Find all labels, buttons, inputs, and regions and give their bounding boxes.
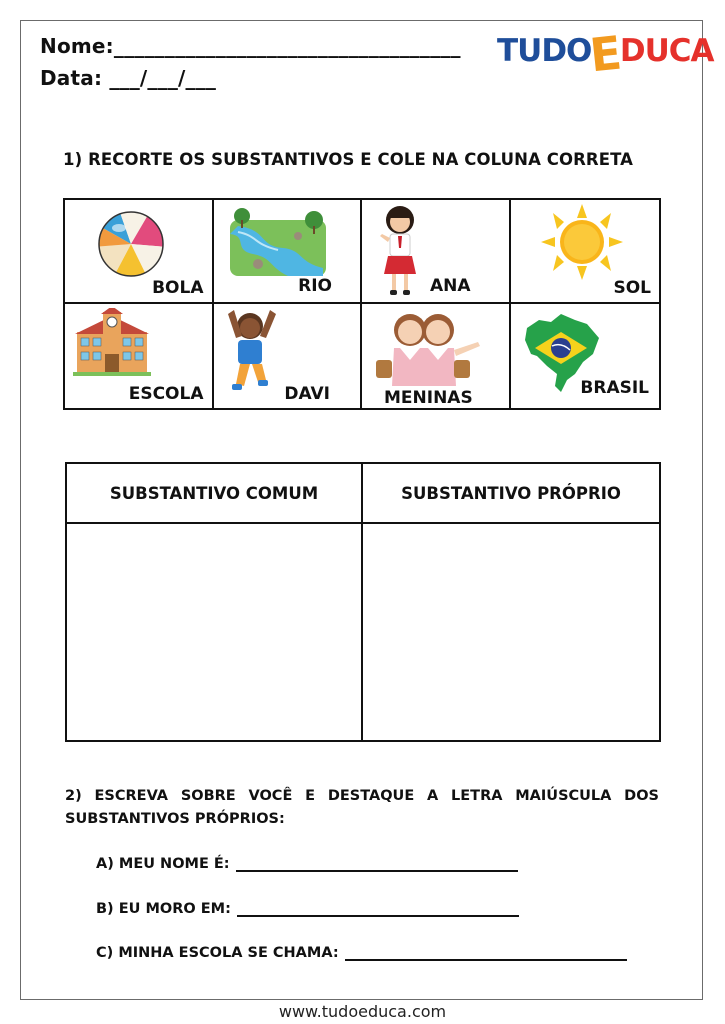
name-field-label: Nome:__________________________________ xyxy=(40,34,461,58)
question-2-title: 2) ESCREVA SOBRE VOCÊ E DESTAQUE A LETRA MAIÚSCULA DOS SUBSTANTIVOS PRÓPRIOS: xyxy=(65,788,659,827)
answer-b-label: B) EU MORO EM: xyxy=(96,901,231,917)
card-rio xyxy=(214,200,363,304)
answer-a-line xyxy=(236,856,518,872)
sun-icon xyxy=(537,202,627,282)
question-1-title: 1) RECORTE OS SUBSTANTIVOS E COLE NA COLUNA CORRETA xyxy=(63,150,634,169)
card-word: MENINAS xyxy=(384,388,473,408)
card-brasil xyxy=(511,304,660,408)
footer-website: www.tudoeduca.com xyxy=(278,1002,447,1021)
school-icon xyxy=(73,308,151,376)
answer-c xyxy=(96,945,627,961)
card-sol xyxy=(511,200,660,304)
answer-b-line xyxy=(237,901,519,917)
card-ana xyxy=(362,200,511,304)
card-word: BRASIL xyxy=(580,378,649,398)
girls-icon xyxy=(370,306,486,388)
noun-sort-table xyxy=(65,462,661,742)
answer-b xyxy=(96,901,519,917)
answer-a-label: A) MEU NOME É: xyxy=(96,856,230,872)
answer-a xyxy=(96,856,518,872)
logo-part-tudo: TUDO xyxy=(497,33,592,69)
card-davi xyxy=(214,304,363,408)
answer-c-line xyxy=(345,945,627,961)
answer-c-label: C) MINHA ESCOLA SE CHAMA: xyxy=(96,945,339,961)
boy-icon xyxy=(220,306,284,406)
river-icon xyxy=(228,206,328,278)
card-word: ESCOLA xyxy=(128,384,204,404)
girl-icon xyxy=(378,204,422,300)
card-word: RIO xyxy=(298,276,332,296)
column-header-substantivo-proprio: SUBSTANTIVO PRÓPRIO xyxy=(363,464,659,524)
card-escola xyxy=(65,304,214,408)
logo-part-e: E xyxy=(587,25,624,83)
tudoeduca-logo xyxy=(497,25,714,83)
date-field-label: Data: ___/___/___ xyxy=(40,66,217,90)
card-word: ANA xyxy=(429,276,471,296)
noun-cards-grid xyxy=(63,198,661,410)
card-bola xyxy=(65,200,214,304)
card-meninas xyxy=(362,304,511,408)
column-area-substantivo-comum xyxy=(67,524,363,740)
card-word: DAVI xyxy=(284,384,330,404)
beach-ball-icon xyxy=(95,208,167,280)
logo-part-duca: DUCA xyxy=(619,33,714,69)
column-header-substantivo-comum: SUBSTANTIVO COMUM xyxy=(67,464,363,524)
column-area-substantivo-proprio xyxy=(363,524,659,740)
card-word: SOL xyxy=(613,278,651,298)
card-word: BOLA xyxy=(152,278,204,298)
